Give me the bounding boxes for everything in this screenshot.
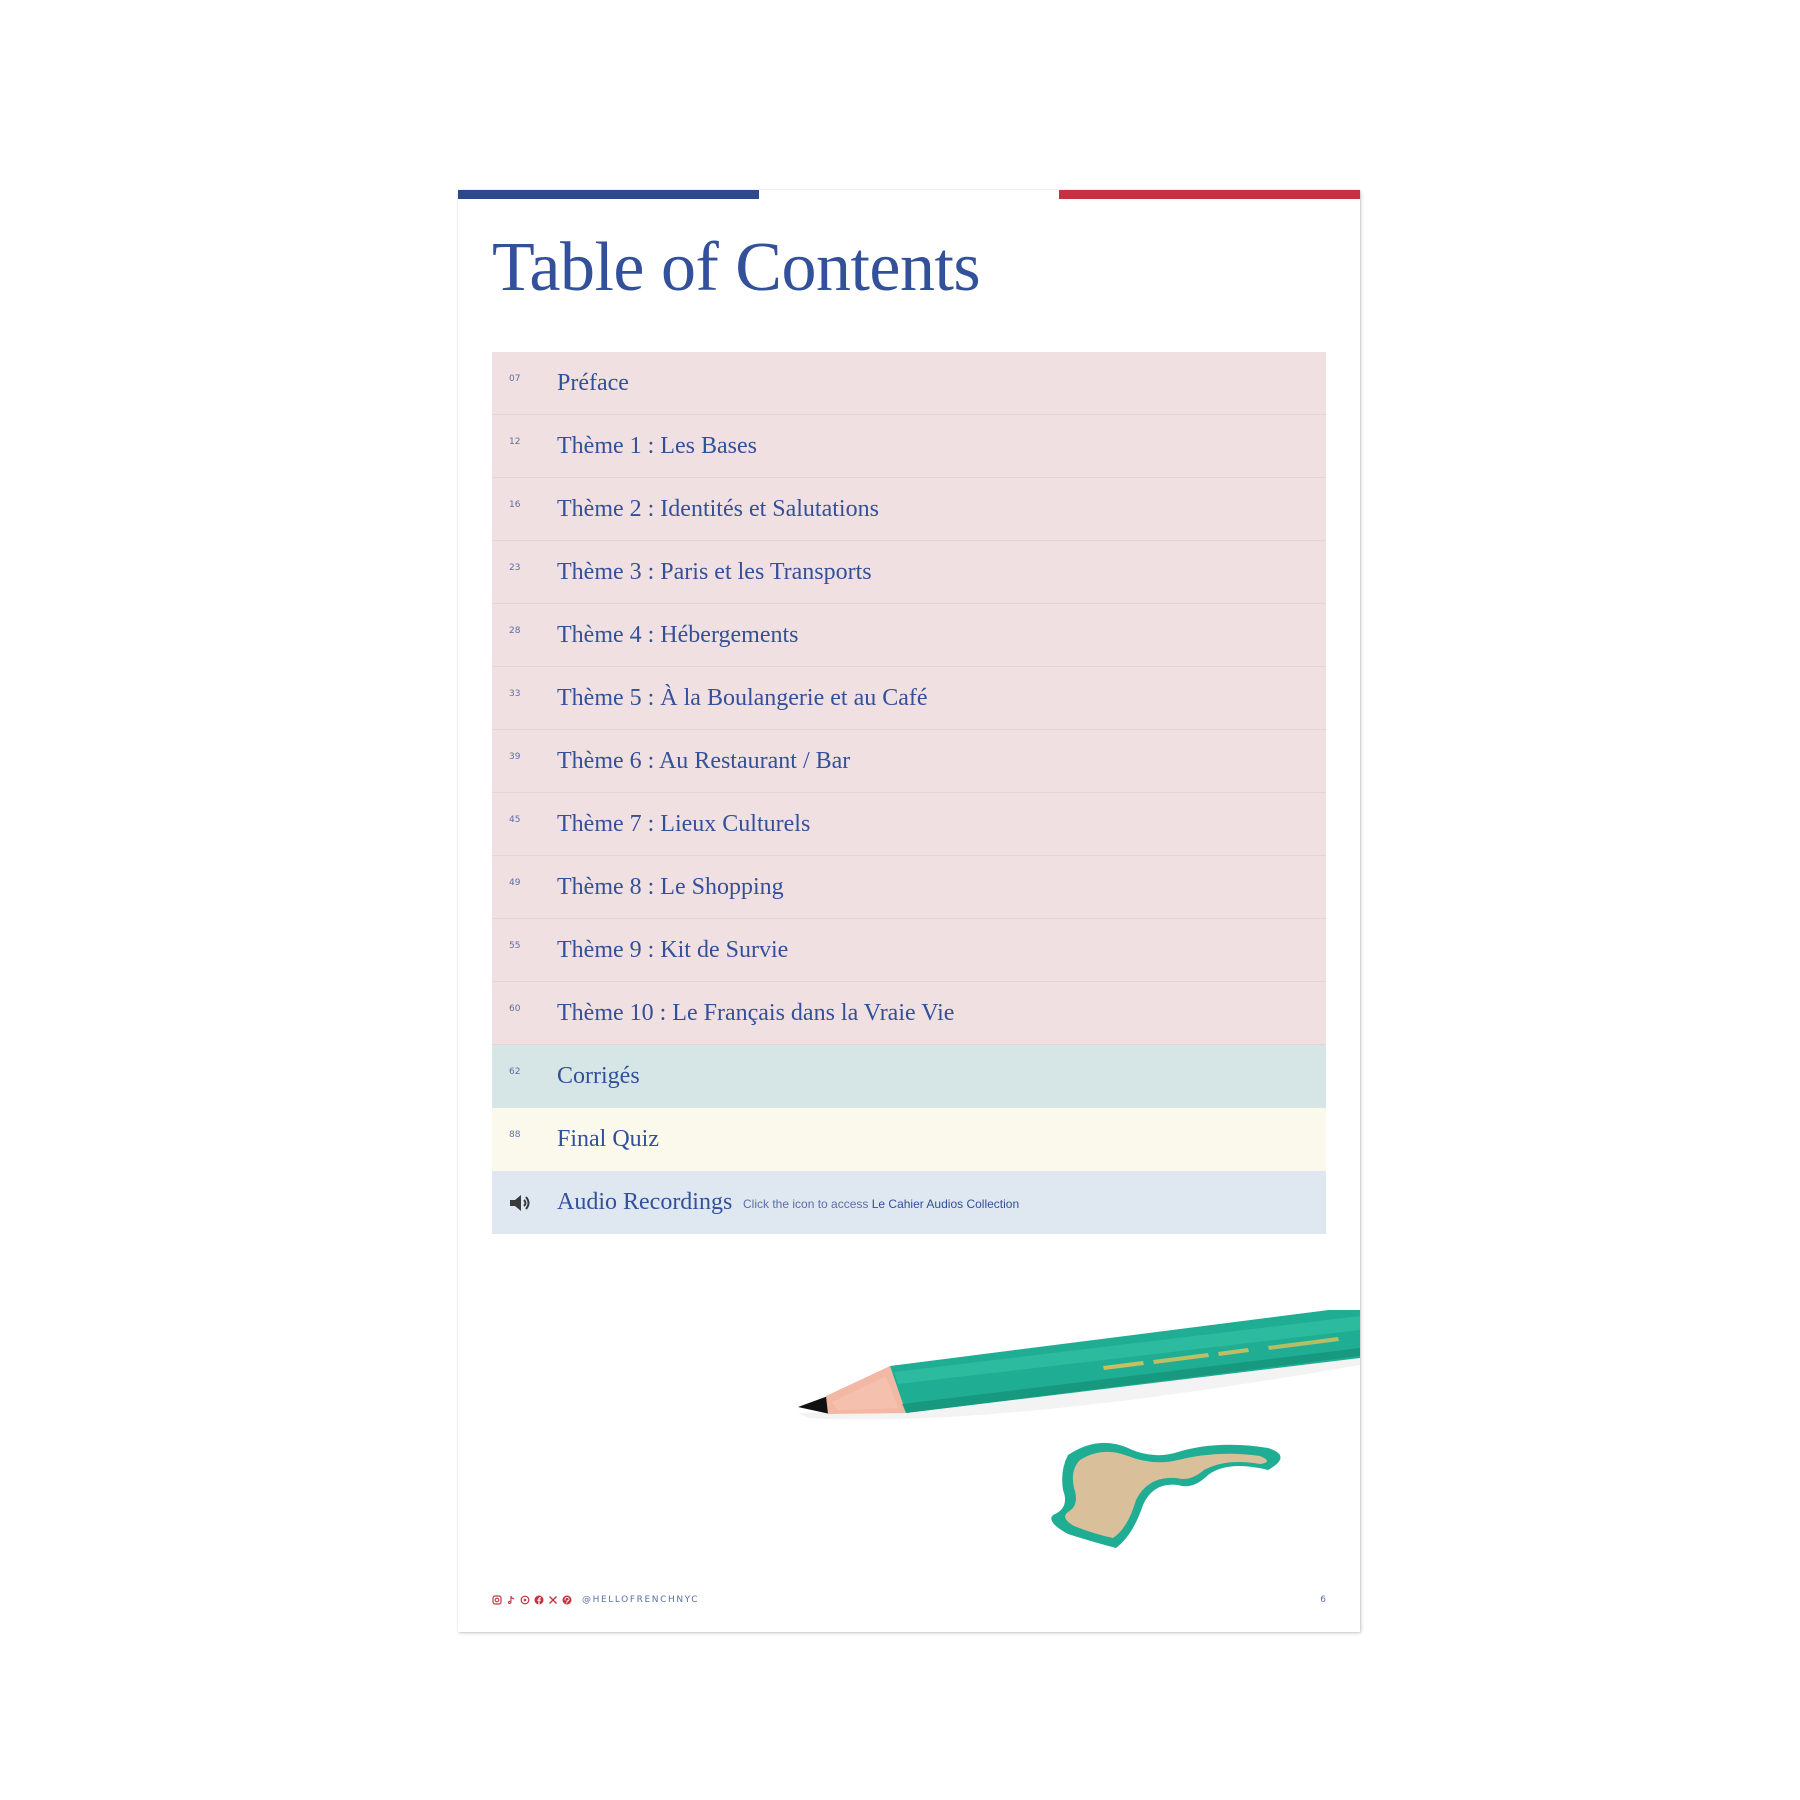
toc-label: Thème 7 : Lieux Culturels: [557, 810, 811, 837]
toc-label: Thème 5 : À la Boulangerie et au Café: [557, 684, 928, 711]
instagram-icon[interactable]: [492, 1595, 502, 1605]
speaker-icon[interactable]: [508, 1193, 532, 1213]
toc-page-number: 07: [509, 374, 521, 384]
threads-icon[interactable]: [520, 1595, 530, 1605]
document-page: [458, 190, 1360, 1632]
table-of-contents: [492, 352, 1326, 1234]
pencil-illustration: [798, 1310, 1360, 1570]
toc-page-number: 62: [509, 1067, 521, 1077]
toc-label: Thème 6 : Au Restaurant / Bar: [557, 747, 851, 774]
page-number: 6: [1320, 1595, 1326, 1605]
toc-label: Audio Recordings: [557, 1189, 733, 1215]
toc-item-theme-1[interactable]: [492, 415, 1326, 478]
toc-label: Corrigés: [557, 1063, 640, 1089]
toc-label: Préface: [557, 369, 629, 396]
toc-item-audio-recordings: [492, 1171, 1326, 1234]
toc-page-number: 23: [509, 563, 521, 573]
toc-label: Thème 9 : Kit de Survie: [557, 936, 789, 963]
audio-collection-link[interactable]: Le Cahier Audios Collection: [871, 1197, 1020, 1211]
toc-label: Thème 1 : Les Bases: [557, 432, 757, 459]
toc-page-number: 39: [509, 752, 521, 762]
toc-item-theme-9[interactable]: [492, 919, 1326, 982]
toc-item-theme-4[interactable]: [492, 604, 1326, 667]
toc-page-number: 33: [509, 689, 521, 699]
toc-page-number: 12: [509, 437, 521, 447]
toc-item-preface[interactable]: [492, 352, 1326, 415]
toc-label: Thème 4 : Hébergements: [557, 621, 799, 648]
flag-stripe-red: [1059, 190, 1360, 199]
toc-page-number: 88: [509, 1130, 521, 1140]
audio-note-text: Click the icon to access: [743, 1197, 872, 1211]
toc-page-number: 60: [509, 1004, 521, 1014]
tiktok-icon[interactable]: [506, 1595, 516, 1605]
social-links: [492, 1595, 699, 1605]
toc-item-theme-2[interactable]: [492, 478, 1326, 541]
toc-label: Thème 8 : Le Shopping: [557, 873, 784, 900]
toc-item-final-quiz[interactable]: [492, 1108, 1326, 1171]
toc-item-theme-5[interactable]: [492, 667, 1326, 730]
toc-label: Thème 3 : Paris et les Transports: [557, 558, 872, 585]
toc-item-theme-7[interactable]: [492, 793, 1326, 856]
toc-page-number: 16: [509, 500, 521, 510]
audio-note: [743, 1197, 1019, 1211]
toc-page-number: 45: [509, 815, 521, 825]
toc-label: Thème 2 : Identités et Salutations: [557, 495, 879, 522]
toc-item-theme-3[interactable]: [492, 541, 1326, 604]
social-handle[interactable]: @HELLOFRENCHNYC: [582, 1595, 700, 1605]
toc-label: Thème 10 : Le Français dans la Vraie Vie: [557, 999, 955, 1026]
toc-page-number: 49: [509, 878, 521, 888]
pinterest-icon[interactable]: [562, 1595, 572, 1605]
toc-page-number: 55: [509, 941, 521, 951]
toc-label: Final Quiz: [557, 1126, 659, 1152]
flag-stripe-blue: [458, 190, 759, 199]
facebook-icon[interactable]: [534, 1595, 544, 1605]
toc-item-theme-6[interactable]: [492, 730, 1326, 793]
toc-page-number: 28: [509, 626, 521, 636]
toc-item-theme-10[interactable]: [492, 982, 1326, 1045]
toc-item-theme-8[interactable]: [492, 856, 1326, 919]
toc-item-corriges[interactable]: [492, 1045, 1326, 1108]
page-title: Table of Contents: [492, 229, 981, 306]
x-icon[interactable]: [548, 1595, 558, 1605]
